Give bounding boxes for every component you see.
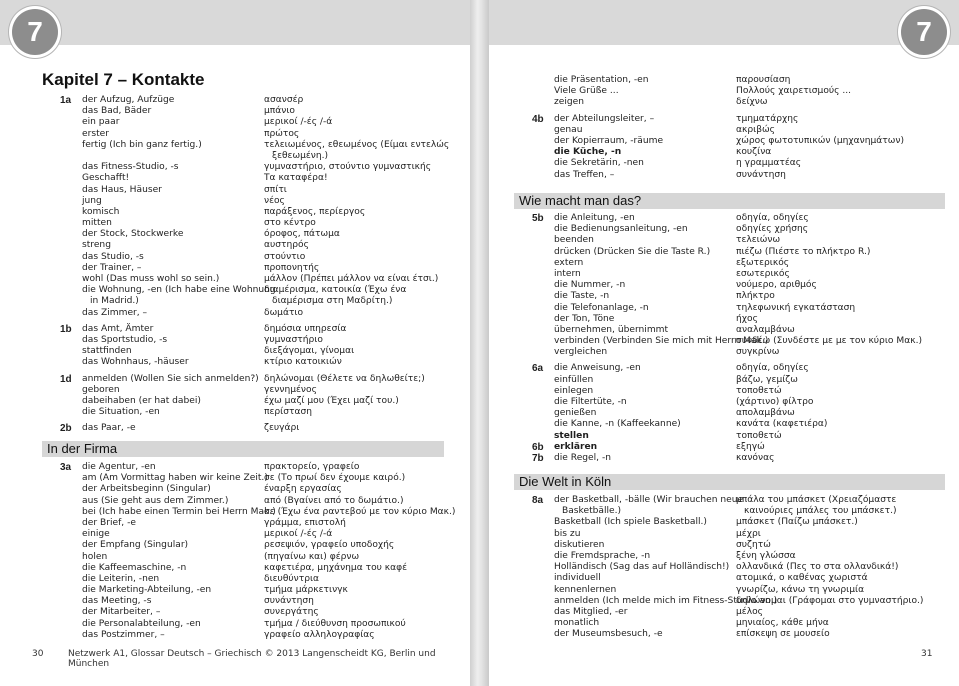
german-term: komisch [82,206,120,217]
vocab-entry [532,125,952,136]
greek-translation: στούντιο [264,251,306,262]
german-term: anmelden (Ich melde mich im Fitness-Studio an.) [554,595,778,606]
greek-translation: ασανσέρ [264,95,304,105]
german-term: genießen [554,408,597,419]
german-term: extern [554,257,584,268]
vocab-entry [60,95,460,106]
vocab-entry [60,346,460,357]
greek-translation: πρώτος [264,128,300,139]
german-term: individuell [554,573,601,584]
greek-translation: παρουσίαση [736,75,791,85]
vocab-entry [60,374,460,385]
greek-translation: σε (Το πρωί δεν έχουμε καιρό.) [264,473,406,484]
greek-translation: εσωτερικός [736,268,790,279]
greek-translation: πρακτορείο, γραφείο [264,462,360,472]
vocab-entry [532,235,952,246]
greek-translation: διαμέρισμα στη Μαδρίτη.) [272,296,393,307]
vocab-entry [60,552,460,563]
greek-translation: επίσκεψη σε μουσείο [736,629,830,640]
greek-translation: σε (Έχω ένα ραντεβού με τον κύριο Μακ.) [264,506,456,517]
greek-translation: μπάνιο [264,106,295,117]
vocab-entry [60,285,460,296]
vocab-entry [532,291,952,302]
right-page [489,0,959,686]
german-term: der Trainer, – [82,262,142,273]
german-term: monatlich [554,618,600,629]
greek-translation: Πολλούς χαιρετισμούς ... [736,86,852,97]
german-term: beenden [554,235,594,246]
greek-translation: μερικοί /-ές /-ά [264,529,333,540]
german-term: die Kaffeemaschine, -n [82,562,187,573]
greek-translation: γραφείο αλληλογραφίας [264,629,375,640]
german-term: das Meeting, -s [82,596,152,607]
german-term: die Situation, -en [82,407,160,418]
german-term: die Sekretärin, -nen [554,158,644,169]
exercise-number: 5b [532,213,544,224]
exercise-number: 3a [60,462,72,473]
vocab-entry [532,618,952,629]
vocab-entry [60,240,460,251]
greek-translation: από (Βγαίνει από το δωμάτιο.) [264,495,404,506]
vocab-entry [60,630,460,641]
german-term: einige [82,529,110,540]
german-term: intern [554,268,581,279]
german-term: jung [82,195,102,206]
vocab-entry [60,529,460,540]
german-term: vergleichen [554,347,608,358]
vocab-entry [60,423,460,434]
greek-translation: δωμάτιο [264,307,304,318]
vocab-entry [532,551,952,562]
german-term: das Haus, Häuser [82,184,162,195]
exercise-number: 8a [532,495,544,506]
greek-translation: χώρος φωτοτυπικών (μηχανημάτων) [736,135,905,146]
greek-translation: διευθύντρια [264,573,320,584]
german-term: das Studio, -s [82,251,144,262]
vocab-entry [532,170,952,181]
vocab-entry [532,596,952,607]
greek-translation: (χάρτινο) φίλτρο [736,397,814,407]
greek-translation: ρεσεψιόν, γραφείο υποδοχής [264,540,395,551]
section-heading: In der Firma [42,441,444,457]
greek-translation: ολλανδικά (Πες το στα ολλανδικά!) [736,562,899,573]
vocab-entry [60,162,460,173]
vocab-entry [60,207,460,218]
greek-translation: συνάντηση [736,169,786,180]
greek-translation: κανόνας [736,452,775,463]
greek-translation: τμήμα μάρκετινγκ [264,585,348,596]
german-term: der Empfang (Singular) [82,540,189,551]
german-term: der Aufzug, Aufzüge [82,95,175,105]
german-term: die Nummer, -n [554,280,626,291]
german-term: genau [554,124,583,135]
vocab-entry [60,540,460,551]
vocab-entry [60,117,460,128]
german-term: die Filtertüte, -n [554,397,627,407]
greek-translation: γυμναστήριο [264,334,323,345]
german-term: zeigen [554,97,585,108]
vocab-entry [60,357,460,368]
vocab-entry [532,258,952,269]
vocab-list [532,213,952,464]
german-term: einlegen [554,385,594,396]
vocab-list [532,75,952,181]
vocab-entry [532,158,952,169]
vocab-entry [532,86,952,97]
vocab-entry [60,196,460,207]
greek-translation: τηλεφωνική εγκατάσταση [736,302,856,313]
vocab-entry [532,629,952,640]
vocab-entry [60,407,460,418]
greek-translation: σπίτι [264,184,287,195]
german-term: holen [82,551,108,562]
greek-translation: βάζω, γεμίζω [736,374,798,385]
greek-translation: μπάλα του μπάσκετ (Χρειαζόμαστε [736,495,897,505]
header-bar [489,0,959,45]
german-term: das Wohnhaus, -häuser [82,357,189,368]
vocab-entry [532,573,952,584]
greek-translation: τοποθετώ [736,385,782,396]
vocab-entry [60,585,460,596]
german-term: Viele Grüße ... [554,86,619,97]
german-term: die Telefonanlage, -n [554,302,649,313]
german-term: die Taste, -n [554,291,610,302]
german-term: das Paar, -e [82,423,136,434]
exercise-number: 1d [60,373,72,385]
vocab-entry [60,596,460,607]
greek-translation: περίσταση [264,407,312,418]
vocab-entry [60,484,460,495]
german-term: die Bedienungsanleitung, -en [554,224,688,235]
german-term: die Kanne, -n (Kaffeekanne) [554,419,681,430]
vocab-entry [60,473,460,484]
german-term: stellen [554,430,589,441]
german-term: die Leiterin, -nen [82,573,160,584]
vocab-entry [60,263,460,274]
greek-translation: οδηγίες χρήσης [736,224,809,235]
greek-translation: γεννημένος [264,384,317,395]
greek-translation: καφετιέρα, μηχάνημα του καφέ [264,562,408,573]
greek-translation: όροφος, πάτωμα [264,229,340,240]
german-term: streng [82,240,111,251]
german-term: in Madrid.) [90,296,139,307]
greek-translation: ξεθεωμένη.) [272,150,329,161]
greek-translation: ήχος [736,313,758,324]
german-term: dabeihaben (er hat dabei) [82,395,201,406]
vocab-entry [532,562,952,573]
german-term: das Mitglied, -er [554,606,628,617]
german-term: am (Am Vormittag haben wir keine Zeit.) [82,473,268,484]
vocab-entry [60,308,460,319]
greek-translation: γυμναστήριο, στούντιο γυμναστικής [264,162,432,173]
greek-translation: κανάτα (καφετιέρα) [736,419,828,430]
vocab-entry [532,607,952,618]
greek-translation: γράμμα, επιστολή [264,517,346,528]
vocab-entry [60,462,460,473]
german-term: geboren [82,384,120,395]
section-heading: Die Welt in Köln [514,474,945,490]
vocab-entry [532,269,952,280]
german-term: drücken (Drücken Sie die Taste R.) [554,246,711,257]
german-term: der Arbeitsbeginn (Singular) [82,484,211,495]
greek-translation: μέχρι [736,528,761,539]
footer-text: Netzwerk A1, Glossar Deutsch – Griechisch © 2013 Langenscheidt KG, Berlin und München [68,649,436,669]
vocab-entry [532,375,952,386]
greek-translation: μηνιαίος, κάθε μήνα [736,618,829,629]
german-term: die Agentur, -en [82,462,156,472]
vocab-entry [532,325,952,336]
german-term: aus (Sie geht aus dem Zimmer.) [82,495,229,506]
chapter-number-badge: 7 [12,9,58,55]
german-term: Basketball (Ich spiele Basketball.) [554,517,707,528]
exercise-number: 6b [532,441,544,453]
exercise-number: 7b [532,452,544,464]
german-term: das Postzimmer, – [82,629,165,640]
vocab-entry [60,296,460,307]
vocab-entry [60,229,460,240]
german-term: diskutieren [554,539,605,550]
greek-translation: εξηγώ [736,441,765,452]
german-term: das Zimmer, – [82,307,148,318]
greek-translation: διεξάγομαι, γίνομαι [264,346,355,357]
german-term: das Treffen, – [554,169,615,180]
german-term: bei (Ich habe einen Termin bei Herrn Mak.) [82,506,276,517]
greek-translation: τελειωμένος, εθεωμένος (Είμαι εντελώς [264,139,450,150]
greek-translation: οδηγία, οδηγίες [736,363,809,374]
german-term: die Regel, -n [554,452,612,463]
german-term: bis zu [554,528,581,539]
greek-translation: οδηγία, οδηγίες [736,213,809,223]
vocab-entry [60,274,460,285]
greek-translation: εξωτερικός [736,257,790,268]
german-term: das Amt, Ämter [82,323,154,334]
german-term: einfüllen [554,374,594,385]
exercise-number: 1a [60,95,72,106]
vocab-entry [532,347,952,358]
vocab-entry [532,75,952,86]
greek-translation: (πηγαίνω και) φέρνω [264,551,360,562]
greek-translation: αυστηρός [264,240,309,251]
vocab-entry [532,386,952,397]
german-term: kennenlernen [554,584,617,595]
vocab-entry [532,336,952,347]
german-term: der Brief, -e [82,517,136,528]
greek-translation: συγκρίνω [736,347,780,358]
vocab-entry [60,324,460,335]
header-bar [0,0,470,45]
greek-translation: ξένη γλώσσα [736,550,796,561]
book-gutter [470,0,489,686]
vocab-list [60,462,460,641]
vocab-entry [532,363,952,374]
exercise-number: 4b [532,113,544,125]
chapter-title: Kapitel 7 – Kontakte [42,70,205,89]
vocab-entry [60,151,460,162]
exercise-number: 6a [532,363,544,375]
vocab-entry [532,431,952,442]
greek-translation: τελειώνω [736,235,781,246]
vocab-entry [532,408,952,419]
vocab-entry [532,495,952,506]
greek-translation: συνδέω (Συνδέστε με με τον κύριο Μακ.) [736,336,923,347]
greek-translation: νέος [264,195,285,206]
german-term: der Kopierraum, -räume [554,135,664,146]
greek-translation: μάλλον (Πρέπει μάλλον να είναι έτσι.) [264,274,439,284]
greek-translation: μέλος [736,606,763,617]
vocab-entry [532,136,952,147]
greek-translation: μερικοί /-ές /-ά [264,117,333,128]
german-term: Geschafft! [82,173,130,184]
greek-translation: απολαμβάνω [736,408,795,419]
vocab-entry [60,140,460,151]
greek-translation: κουζίνα [736,147,772,158]
vocab-entry [60,507,460,518]
german-term: das Sportstudio, -s [82,334,168,345]
vocab-entry [532,247,952,258]
left-page [0,0,470,686]
greek-translation: ακριβώς [736,124,775,135]
page-number: 30 [32,649,44,659]
german-term: der Stock, Stockwerke [82,229,184,240]
exercise-number: 2b [60,423,72,435]
vocab-list [532,495,952,640]
vocab-entry [60,218,460,229]
greek-translation: συνεργάτης [264,607,319,618]
greek-translation: τμήμα / διεύθυνση προσωπικού [264,618,406,629]
vocab-entry [532,280,952,291]
vocab-entry [60,496,460,507]
vocab-entry [60,129,460,140]
greek-translation: ατομικά, ο καθένας χωριστά [736,573,868,584]
german-term: der Abteilungsleiter, – [554,113,655,124]
greek-translation: τοποθετώ [736,430,782,441]
vocab-entry [60,563,460,574]
vocab-entry [60,607,460,618]
german-term: die Personalabteilung, -en [82,618,201,629]
german-term: übernehmen, übernimmt [554,324,669,335]
vocab-entry [60,385,460,396]
greek-translation: παράξενος, περίεργος [264,206,366,217]
vocab-entry [60,252,460,263]
german-term: erster [82,128,109,139]
vocab-entry [532,114,952,125]
german-term: der Museumsbesuch, -e [554,629,663,640]
vocab-entry [532,314,952,325]
german-term: der Mitarbeiter, – [82,607,161,618]
german-term: die Präsentation, -en [554,75,649,85]
vocab-entry [60,619,460,630]
german-term: verbinden (Verbinden Sie mich mit Herrn Mak.) [554,336,769,347]
german-term: die Anweisung, -en [554,363,641,374]
german-term: mitten [82,218,112,229]
greek-translation: πιέζω (Πιέστε το πλήκτρο R.) [736,246,871,257]
greek-translation: στο κέντρο [264,218,316,229]
vocab-entry [60,574,460,585]
vocab-entry [532,540,952,551]
greek-translation: αναλαμβάνω [736,324,795,335]
vocab-entry [532,224,952,235]
german-term: anmelden (Wollen Sie sich anmelden?) [82,373,259,384]
greek-translation: δηλώνομαι (Γράφομαι στο γυμναστήριο.) [736,595,924,606]
greek-translation: συνάντηση [264,596,314,607]
greek-translation: κτίριο κατοικιών [264,357,342,368]
vocab-entry [532,506,952,517]
vocab-entry [532,517,952,528]
german-term: stattfinden [82,346,132,357]
vocab-entry [532,585,952,596]
german-term: die Anleitung, -en [554,213,635,223]
vocab-entry [532,442,952,453]
german-term: das Bad, Bäder [82,106,152,117]
section-heading: Wie macht man das? [514,193,945,209]
vocab-entry [532,147,952,158]
greek-translation: δηλώνομαι (Θέλετε να δηλωθείτε;) [264,373,425,384]
vocab-entry [60,173,460,184]
vocab-entry [532,419,952,430]
vocab-entry [532,213,952,224]
greek-translation: έναρξη εργασίας [264,484,342,495]
greek-translation: συζητώ [736,539,771,550]
greek-translation: νούμερο, αριθμός [736,280,817,291]
german-term: die Küche, -n [554,147,622,158]
vocab-entry [60,335,460,346]
vocab-list [60,95,460,434]
german-term: fertig (Ich bin ganz fertig.) [82,139,202,150]
exercise-number: 1b [60,323,72,335]
vocab-entry [532,397,952,408]
greek-translation: δείχνω [736,97,768,108]
german-term: wohl (Das muss wohl so sein.) [82,274,220,284]
greek-translation: καινούριες μπάλες του μπάσκετ.) [744,506,897,517]
greek-translation: Τα καταφέρα! [264,173,328,184]
german-term: Holländisch (Sag das auf Holländisch!) [554,562,730,573]
vocab-entry [60,185,460,196]
vocab-entry [60,396,460,407]
german-term: die Wohnung, -en (Ich habe eine Wohnung [82,285,276,296]
vocab-entry [60,106,460,117]
german-term: erklären [554,441,598,452]
greek-translation: προπονητής [264,262,320,273]
german-term: das Fitness-Studio, -s [82,162,179,173]
greek-translation: ζευγάρι [264,423,300,434]
greek-translation: δημόσια υπηρεσία [264,323,347,334]
german-term: die Fremdsprache, -n [554,550,651,561]
greek-translation: γνωρίζω, κάνω τη γνωριμία [736,584,865,595]
greek-translation: έχω μαζί μου (Έχει μαζί του.) [264,395,399,406]
german-term: die Marketing-Abteilung, -en [82,585,212,596]
vocab-entry [60,518,460,529]
greek-translation: τμηματάρχης [736,113,799,124]
greek-translation: διαμέρισμα, κατοικία (Έχω ένα [264,285,407,296]
german-term: ein paar [82,117,120,128]
page-number: 31 [921,649,933,659]
vocab-entry [532,303,952,314]
vocab-entry [532,453,952,464]
german-term: der Ton, Töne [554,313,615,324]
vocab-entry [532,97,952,108]
greek-translation: μπάσκετ (Παίζω μπάσκετ.) [736,517,858,528]
greek-translation: η γραμματέας [736,158,802,169]
greek-translation: πλήκτρο [736,291,775,302]
chapter-number-badge: 7 [901,9,947,55]
german-term: der Basketball, -bälle (Wir brauchen neue [554,495,744,505]
german-term: Basketbälle.) [562,506,622,517]
vocab-entry [532,529,952,540]
